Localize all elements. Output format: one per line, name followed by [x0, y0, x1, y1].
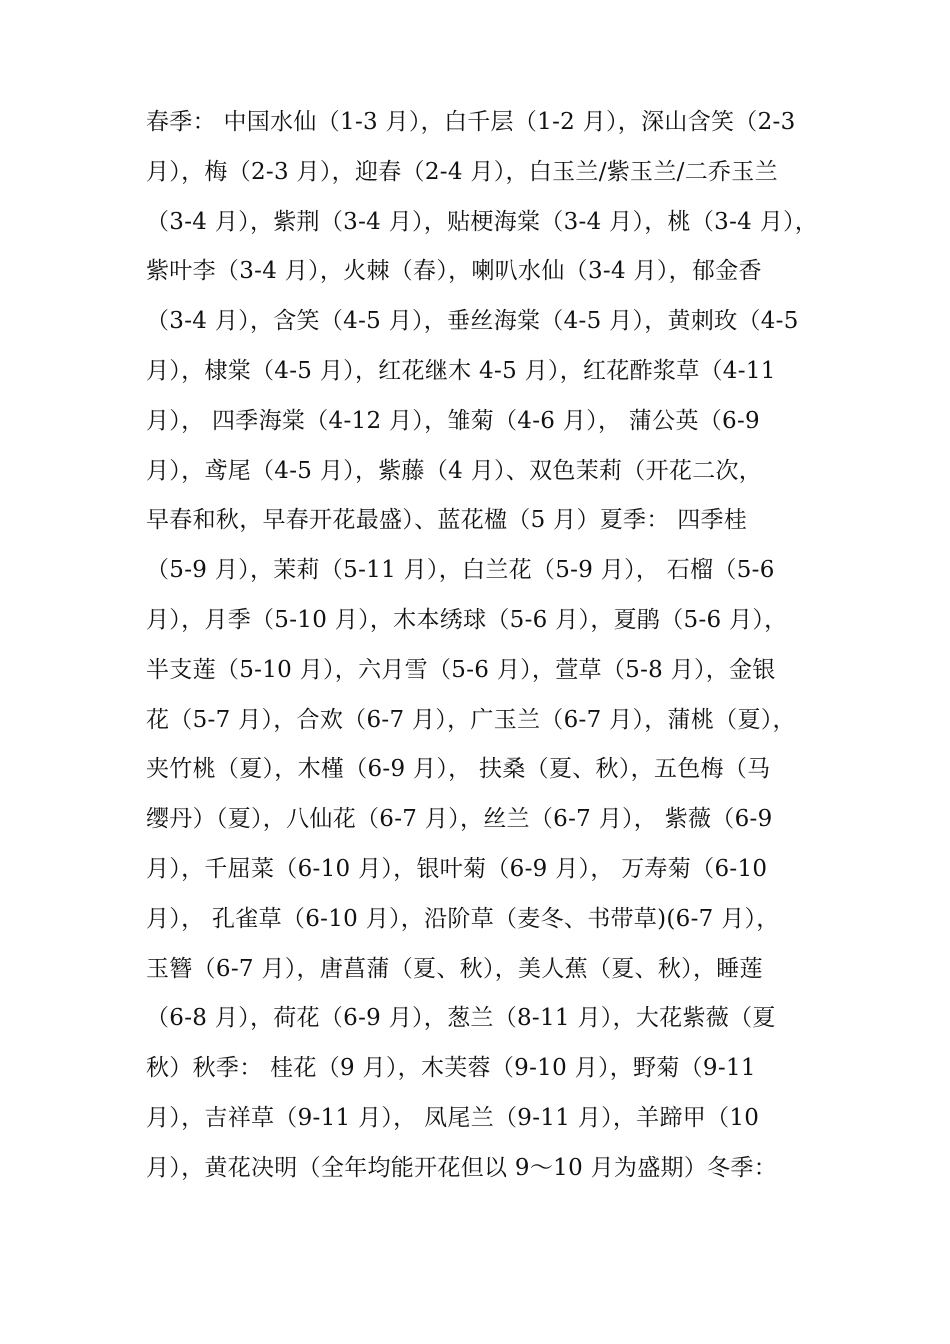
text-line: 月）， 孔雀草（6-10 月），沿阶草（麦冬、书带草)(6-7 月）， — [146, 905, 780, 932]
text-line: 缨丹）（夏），八仙花（6-7 月），丝兰（6-7 月）， 紫薇（6-9 — [146, 806, 773, 833]
text-line: 月），棣棠（4-5 月），红花继木 4-5 月），红花酢浆草（4-11 — [146, 357, 776, 384]
text-line: （6-8 月），荷花（6-9 月），葱兰（8-11 月），大花紫薇（夏 — [146, 1005, 776, 1032]
text-line: 夹竹桃（夏），木槿（6-9 月）， 扶桑（夏、秋），五色梅（马 — [146, 756, 771, 783]
text-line: 月），吉祥草（9-11 月）， 凤尾兰（9-11 月），羊蹄甲（10 — [146, 1104, 760, 1131]
text-line: 月）， 四季海棠（4-12 月），雏菊（4-6 月）， 蒲公英（6-9 — [146, 407, 760, 434]
text-line: 月），梅（2-3 月），迎春（2-4 月），白玉兰/紫玉兰/二乔玉兰 — [146, 158, 778, 185]
text-line: 月），鸢尾（4-5 月），紫藤（4 月）、双色茉莉（开花二次， — [146, 457, 763, 484]
text-line: 秋）秋季： 桂花（9 月），木芙蓉（9-10 月），野菊（9-11 — [146, 1055, 756, 1082]
text-line: 花（5-7 月），合欢（6-7 月），广玉兰（6-7 月），蒲桃（夏）， — [146, 706, 796, 733]
text-line: （3-4 月），紫荆（3-4 月），贴梗海棠（3-4 月），桃（3-4 月）， — [146, 208, 819, 235]
text-line: 月），千屈菜（6-10 月），银叶菊（6-9 月）， 万寿菊（6-10 — [146, 855, 768, 882]
flower-season-text — [146, 98, 826, 1194]
text-line: 早春和秋，早春开花最盛）、蓝花楹（5 月）夏季： 四季桂 — [146, 507, 748, 534]
text-line: 半支莲（5-10 月），六月雪（5-6 月），萱草（5-8 月），金银 — [146, 656, 776, 683]
text-line: 月），黄花决明（全年均能开花但以 9～10 月为盛期）冬季： — [146, 1154, 778, 1181]
text-line: （5-9 月），茉莉（5-11 月），白兰花（5-9 月）， 石榴（5-6 — [146, 557, 775, 584]
text-line: 春季： 中国水仙（1-3 月），白千层（1-2 月），深山含笑（2-3 — [146, 109, 796, 135]
text-line: 月），月季（5-10 月），木本绣球（5-6 月），夏鹃（5-6 月）， — [146, 606, 788, 633]
text-line: 玉簪（6-7 月），唐菖蒲（夏、秋），美人蕉（夏、秋），睡莲 — [146, 955, 763, 982]
text-line: （3-4 月），含笑（4-5 月），垂丝海棠（4-5 月），黄刺玫（4-5 — [146, 308, 799, 335]
text-line: 紫叶李（3-4 月），火棘（春），喇叭水仙（3-4 月），郁金香 — [146, 258, 762, 285]
